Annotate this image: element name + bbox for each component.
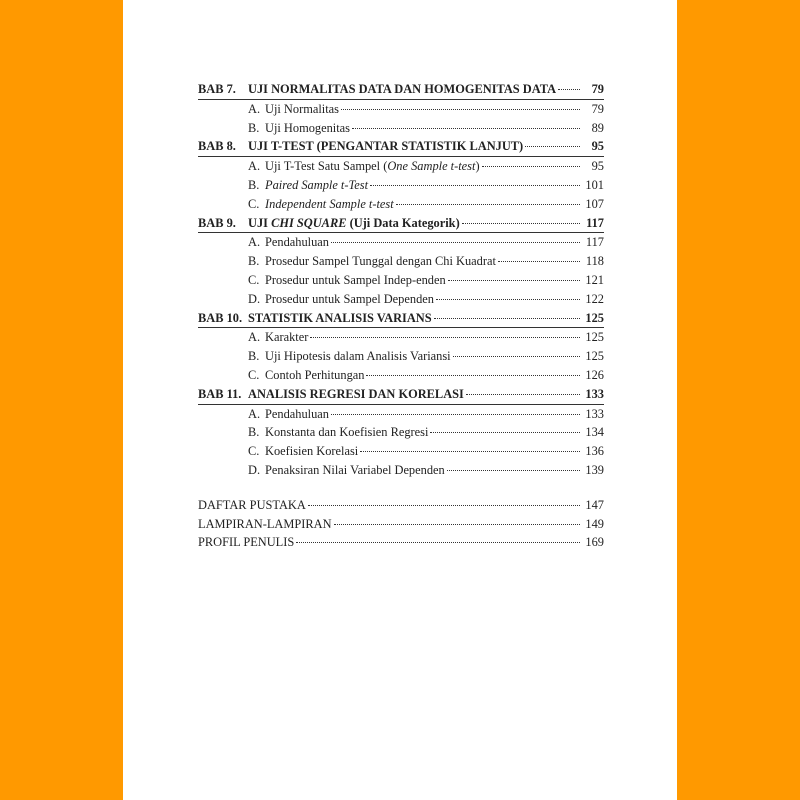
dot-leader [366,375,580,376]
dot-leader [430,432,580,433]
dot-leader [525,146,580,147]
back-matter [198,496,604,552]
dot-leader [447,470,580,471]
page-number: 133 [585,386,604,401]
chapter-title: UJI T-TEST (PENGANTAR STATISTIK LANJUT) [248,139,524,154]
page-number: 125 [585,330,604,345]
chapter-title: ANALISIS REGRESI DAN KORELASI [248,386,464,401]
section-title: Pendahuluan [265,406,330,421]
toc-chapter-10[interactable] [198,309,604,329]
chapter-number: BAB 7. [198,82,236,96]
dot-leader [352,128,580,129]
page-number: 117 [585,235,604,250]
section-title: Independent Sample t-test [265,196,394,211]
section-letter: A. [248,159,261,174]
dot-leader [331,242,580,243]
page-number: 121 [585,272,604,287]
toc-chapter-8[interactable] [198,137,604,157]
toc-chapter-7[interactable] [198,80,604,100]
section-title: Prosedur Sampel Tunggal dengan Chi Kuadrat [265,254,496,269]
section-title: Uji T-Test Satu Sampel (One Sample t-test) [265,159,480,174]
toc-section[interactable] [198,405,604,424]
dot-leader [360,451,580,452]
toc-section[interactable] [198,100,604,119]
section-letter: D. [248,462,261,477]
page-number: 139 [585,462,604,477]
dot-leader [334,524,580,525]
chapter-title: UJI NORMALITAS DATA DAN HOMOGENITAS DATA [248,82,557,96]
dot-leader [296,542,580,543]
section-title: Uji Normalitas [265,101,339,116]
toc-section[interactable] [198,461,604,480]
section-title: Pendahuluan [265,235,330,250]
dot-leader [558,89,580,90]
section-letter: C. [248,196,260,211]
page-number: 117 [586,215,604,230]
back-matter-title: PROFIL PENULIS [198,535,295,550]
section-letter: B. [248,349,260,364]
section-letter: A. [248,330,261,345]
dot-leader [436,299,580,300]
toc-section[interactable] [198,195,604,214]
toc-section[interactable] [198,119,604,138]
page-number: 79 [591,101,604,116]
page-number: 122 [585,291,604,306]
chapter-number: BAB 9. [198,215,236,230]
page-number: 126 [585,367,604,382]
chapter-number: BAB 8. [198,139,236,154]
dot-leader [331,414,580,415]
page-number: 95 [591,139,604,154]
toc-back-daftar-pustaka[interactable] [198,496,604,515]
page-number: 95 [591,159,604,174]
dot-leader [448,280,580,281]
chapter-number: BAB 11. [198,386,242,401]
section-title: Uji Homogenitas [265,120,351,135]
section-title: Konstanta dan Koefisien Regresi [265,425,429,440]
section-letter: B. [248,254,260,269]
toc-section[interactable] [198,366,604,385]
dot-leader [434,318,580,319]
section-letter: B. [248,120,260,135]
page-number: 125 [585,349,604,364]
toc-chapter-9[interactable] [198,214,604,234]
dot-leader [453,356,580,357]
dot-leader [466,394,580,395]
toc-section[interactable] [198,176,604,195]
dot-leader [310,337,580,338]
dot-leader [341,109,580,110]
chapter-number: BAB 10. [198,310,243,325]
toc-back-lampiran[interactable] [198,515,604,534]
toc-section[interactable] [198,442,604,461]
section-letter: B. [248,425,260,440]
page-number: 133 [585,406,604,421]
toc-section[interactable] [198,252,604,271]
back-matter-title: LAMPIRAN-LAMPIRAN [198,516,332,531]
page-number: 89 [591,120,604,135]
section-letter: C. [248,367,260,382]
section-title: Koefisien Korelasi [265,444,359,459]
page-number: 79 [591,82,604,96]
toc-section[interactable] [198,347,604,366]
page-number: 169 [585,535,604,550]
dot-leader [308,505,580,506]
section-title: Penaksiran Nilai Variabel Dependen [265,462,445,477]
page-number: 147 [585,498,604,512]
section-letter: A. [248,101,261,116]
toc-section[interactable] [198,423,604,442]
back-matter-title: DAFTAR PUSTAKA [198,498,306,512]
section-letter: C. [248,444,260,459]
section-title: Paired Sample t-Test [265,177,369,192]
chapter-title: UJI CHI SQUARE (Uji Data Kategorik) [248,215,460,230]
book-page [123,0,677,800]
section-letter: D. [248,291,261,306]
dot-leader [462,223,580,224]
page-number: 149 [585,516,604,531]
page-number: 136 [585,444,604,459]
page-number: 118 [585,254,604,269]
toc-section[interactable] [198,157,604,176]
dot-leader [370,185,580,186]
page-number: 107 [585,196,604,211]
dot-leader [498,261,580,262]
dot-leader [482,166,580,167]
dot-leader [396,204,580,205]
toc-section[interactable] [198,233,604,252]
section-letter: A. [248,235,261,250]
section-title: Karakter [265,330,309,345]
toc-section[interactable] [198,290,604,309]
section-letter: C. [248,272,260,287]
page-number: 101 [585,177,604,192]
toc-back-profil-penulis[interactable] [198,533,604,552]
toc-section[interactable] [198,271,604,290]
section-title: Prosedur untuk Sampel Dependen [265,291,434,306]
page-number: 134 [585,425,604,440]
section-title: Contoh Perhitungan [265,367,365,382]
toc-section[interactable] [198,328,604,347]
section-letter: B. [248,177,260,192]
toc-chapter-11[interactable] [198,385,604,405]
chapter-title: STATISTIK ANALISIS VARIANS [248,310,432,325]
page-number: 125 [585,310,604,325]
section-letter: A. [248,406,261,421]
section-title: Uji Hipotesis dalam Analisis Variansi [265,349,451,364]
section-title: Prosedur untuk Sampel Indep-enden [265,272,446,287]
table-of-contents [198,80,604,480]
